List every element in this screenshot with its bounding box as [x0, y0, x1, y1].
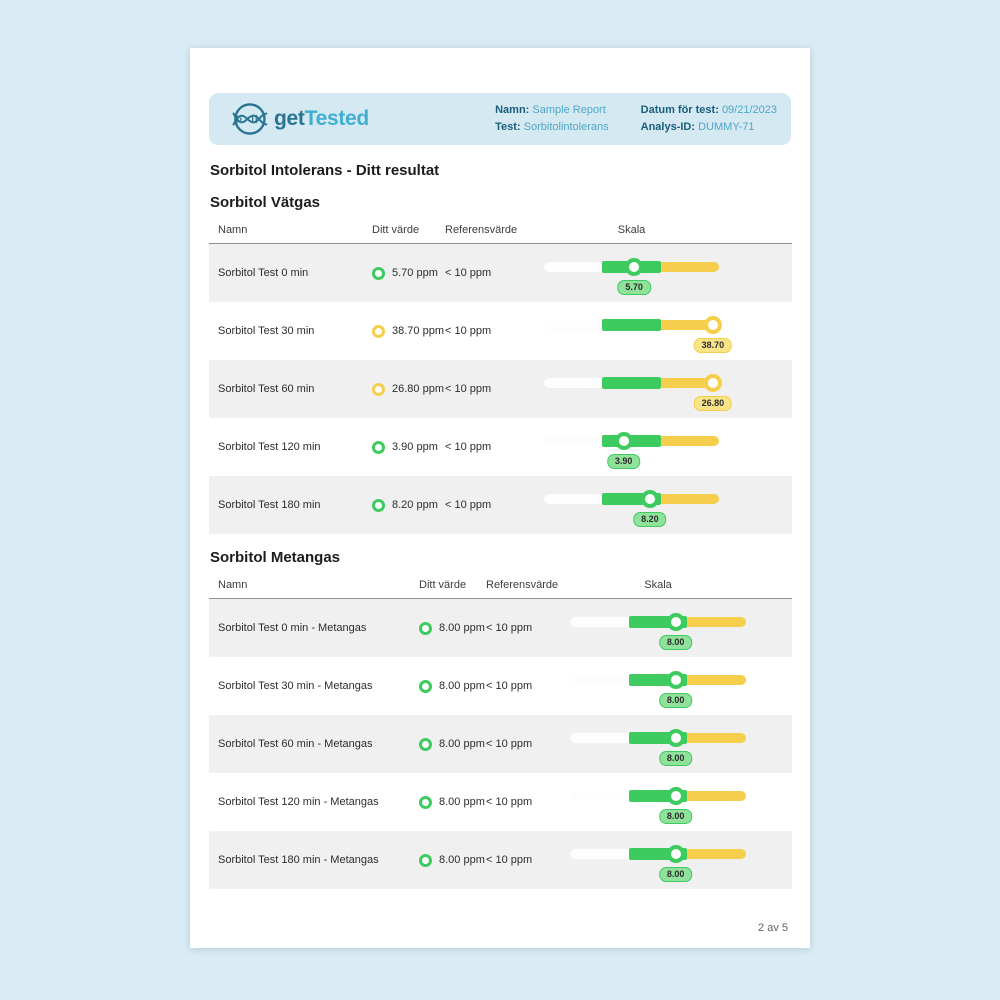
- analysis-id-field: [641, 119, 777, 136]
- result-value: 8.00 ppm: [439, 796, 485, 808]
- scale-marker-icon: [667, 729, 685, 747]
- test-name: Sorbitol Test 60 min: [218, 383, 315, 395]
- scale-segment-low: [570, 617, 629, 627]
- status-ring-icon: [419, 854, 432, 867]
- analysis-id-label: Analys-ID:: [640, 121, 696, 133]
- result-value-cell: [372, 325, 445, 338]
- value-badge: 8.00: [659, 809, 693, 824]
- result-value: 8.00 ppm: [439, 854, 485, 866]
- patient-name-field: [495, 102, 609, 119]
- scale-segment-low: [570, 733, 629, 743]
- result-value: 8.00 ppm: [439, 738, 485, 750]
- reference-value: < 10 ppm: [445, 383, 492, 395]
- name-label: Namn:: [495, 104, 530, 116]
- scale-marker-icon: [667, 845, 685, 863]
- reference-value: < 10 ppm: [486, 738, 533, 750]
- result-value: 38.70 ppm: [392, 325, 444, 337]
- report-page: [190, 48, 810, 948]
- scale-marker-icon: [667, 787, 685, 805]
- table-header-row: [209, 579, 792, 599]
- reference-value: < 10 ppm: [445, 499, 492, 511]
- logo-word-get: get: [274, 107, 305, 130]
- value-badge: 8.20: [633, 512, 667, 527]
- scale-bar: [544, 302, 725, 360]
- scale-bar: [570, 715, 746, 773]
- status-ring-icon: [372, 441, 385, 454]
- result-value: 5.70 ppm: [392, 267, 438, 279]
- result-value: 26.80 ppm: [392, 383, 444, 395]
- table-row: [209, 773, 792, 831]
- result-value-cell: [419, 680, 486, 693]
- result-value: 3.90 ppm: [392, 441, 438, 453]
- page-number: 2 av 5: [758, 922, 788, 934]
- result-value-cell: [419, 622, 486, 635]
- table-row: [209, 302, 792, 360]
- column-header-skala: Skala: [617, 224, 646, 236]
- table-row: [209, 715, 792, 773]
- test-name-field: [495, 119, 609, 136]
- table-row: [209, 599, 792, 657]
- result-value-cell: [372, 267, 445, 280]
- scale-segment-low: [544, 262, 602, 272]
- result-value-cell: [372, 499, 445, 512]
- reference-value: < 10 ppm: [486, 622, 533, 634]
- gettested-logo: [229, 99, 369, 139]
- logo-word-tested: Tested: [304, 107, 369, 130]
- result-value-cell: [419, 796, 486, 809]
- test-name: Sorbitol Test 30 min - Metangas: [218, 680, 373, 692]
- table-row: [209, 657, 792, 715]
- scale-segment-high: [661, 262, 719, 272]
- scale-segment-low: [570, 791, 629, 801]
- dna-logo-icon: [229, 99, 269, 139]
- table-row: [209, 360, 792, 418]
- test-name: Sorbitol Test 180 min: [218, 499, 321, 511]
- scale-segment-normal: [602, 377, 660, 389]
- value-badge: 38.70: [694, 338, 733, 353]
- status-ring-icon: [419, 738, 432, 751]
- test-name: Sorbitol Test 30 min: [218, 325, 315, 337]
- scale-marker-icon: [625, 258, 643, 276]
- scale-bar: [544, 360, 725, 418]
- value-badge: 8.00: [659, 693, 693, 708]
- scale-marker-icon: [667, 671, 685, 689]
- reference-value: < 10 ppm: [445, 325, 492, 337]
- status-ring-icon: [372, 499, 385, 512]
- date-label: Datum för test:: [640, 104, 719, 116]
- result-value-cell: [372, 383, 445, 396]
- date-value: 09/21/2023: [721, 104, 777, 116]
- reference-value: < 10 ppm: [486, 854, 533, 866]
- test-name: Sorbitol Test 0 min - Metangas: [218, 622, 367, 634]
- scale-segment-low: [544, 494, 602, 504]
- reference-value: < 10 ppm: [486, 680, 533, 692]
- scale-segment-high: [661, 494, 719, 504]
- scale-segment-low: [544, 436, 602, 446]
- section-heading: Sorbitol Vätgas: [210, 194, 321, 211]
- column-header-namn: Namn: [218, 224, 248, 236]
- scale-marker-icon: [667, 613, 685, 631]
- result-value: 8.00 ppm: [439, 680, 485, 692]
- scale-segment-high: [687, 733, 746, 743]
- table-row: [209, 244, 792, 302]
- status-ring-icon: [419, 622, 432, 635]
- report-meta: [495, 102, 777, 136]
- test-name: Sorbitol Test 120 min - Metangas: [218, 796, 379, 808]
- column-header-ditt-varde: Ditt värde: [419, 579, 467, 591]
- scale-segment-low: [570, 675, 629, 685]
- test-value: Sorbitolintolerans: [523, 121, 609, 133]
- name-value: Sample Report: [532, 104, 606, 116]
- scale-segment-low: [570, 849, 629, 859]
- status-ring-icon: [372, 325, 385, 338]
- value-badge: 5.70: [617, 280, 651, 295]
- table-body: [209, 244, 792, 534]
- test-label: Test:: [495, 121, 521, 133]
- column-header-skala: Skala: [644, 579, 672, 591]
- scale-segment-high: [661, 436, 719, 446]
- scale-bar: [570, 773, 746, 831]
- result-value: 8.20 ppm: [392, 499, 438, 511]
- result-value: 8.00 ppm: [439, 622, 485, 634]
- logo-wordmark: [274, 107, 369, 131]
- scale-marker-icon: [704, 374, 722, 392]
- result-value-cell: [419, 854, 486, 867]
- value-badge: 26.80: [694, 396, 733, 411]
- test-name: Sorbitol Test 180 min - Metangas: [218, 854, 379, 866]
- scale-segment-high: [687, 617, 746, 627]
- column-header-referensvarde: Referensvärde: [486, 579, 559, 591]
- table-header-row: [209, 224, 792, 244]
- test-name: Sorbitol Test 0 min: [218, 267, 309, 279]
- scale-segment-high: [687, 791, 746, 801]
- page-title: Sorbitol Intolerans - Ditt resultat: [210, 162, 440, 179]
- table-row: [209, 418, 792, 476]
- scale-marker-icon: [641, 490, 659, 508]
- scale-marker-icon: [704, 316, 722, 334]
- scale-bar: [570, 831, 746, 889]
- status-ring-icon: [372, 383, 385, 396]
- test-name: Sorbitol Test 60 min - Metangas: [218, 738, 373, 750]
- column-header-ditt-varde: Ditt värde: [372, 224, 420, 236]
- scale-bar: [570, 657, 746, 715]
- report-header: [209, 93, 791, 145]
- scale-bar: [544, 244, 719, 302]
- value-badge: 3.90: [607, 454, 641, 469]
- value-badge: 8.00: [659, 635, 693, 650]
- scale-segment-high: [687, 849, 746, 859]
- scale-bar: [544, 476, 719, 534]
- test-name: Sorbitol Test 120 min: [218, 441, 321, 453]
- scale-segment-low: [544, 320, 602, 330]
- reference-value: < 10 ppm: [486, 796, 533, 808]
- section-heading: Sorbitol Metangas: [210, 549, 341, 566]
- table-row: [209, 476, 792, 534]
- scale-bar: [570, 599, 746, 657]
- table-row: [209, 831, 792, 889]
- status-ring-icon: [419, 796, 432, 809]
- scale-segment-high: [687, 675, 746, 685]
- reference-value: < 10 ppm: [445, 267, 492, 279]
- scale-segment-normal: [602, 319, 660, 331]
- value-badge: 8.00: [659, 751, 693, 766]
- status-ring-icon: [372, 267, 385, 280]
- test-section: [209, 194, 791, 534]
- scale-marker-icon: [615, 432, 633, 450]
- status-ring-icon: [419, 680, 432, 693]
- reference-value: < 10 ppm: [445, 441, 492, 453]
- analysis-id-value: DUMMY-71: [698, 121, 755, 133]
- scale-segment-low: [544, 378, 602, 388]
- column-header-referensvarde: Referensvärde: [445, 224, 518, 236]
- column-header-namn: Namn: [218, 579, 248, 591]
- test-date-field: [641, 102, 777, 119]
- result-value-cell: [419, 738, 486, 751]
- test-section: [209, 549, 791, 889]
- result-value-cell: [372, 441, 445, 454]
- results-sections: [209, 194, 791, 889]
- table-body: [209, 599, 792, 889]
- value-badge: 8.00: [659, 867, 693, 882]
- scale-bar: [544, 418, 719, 476]
